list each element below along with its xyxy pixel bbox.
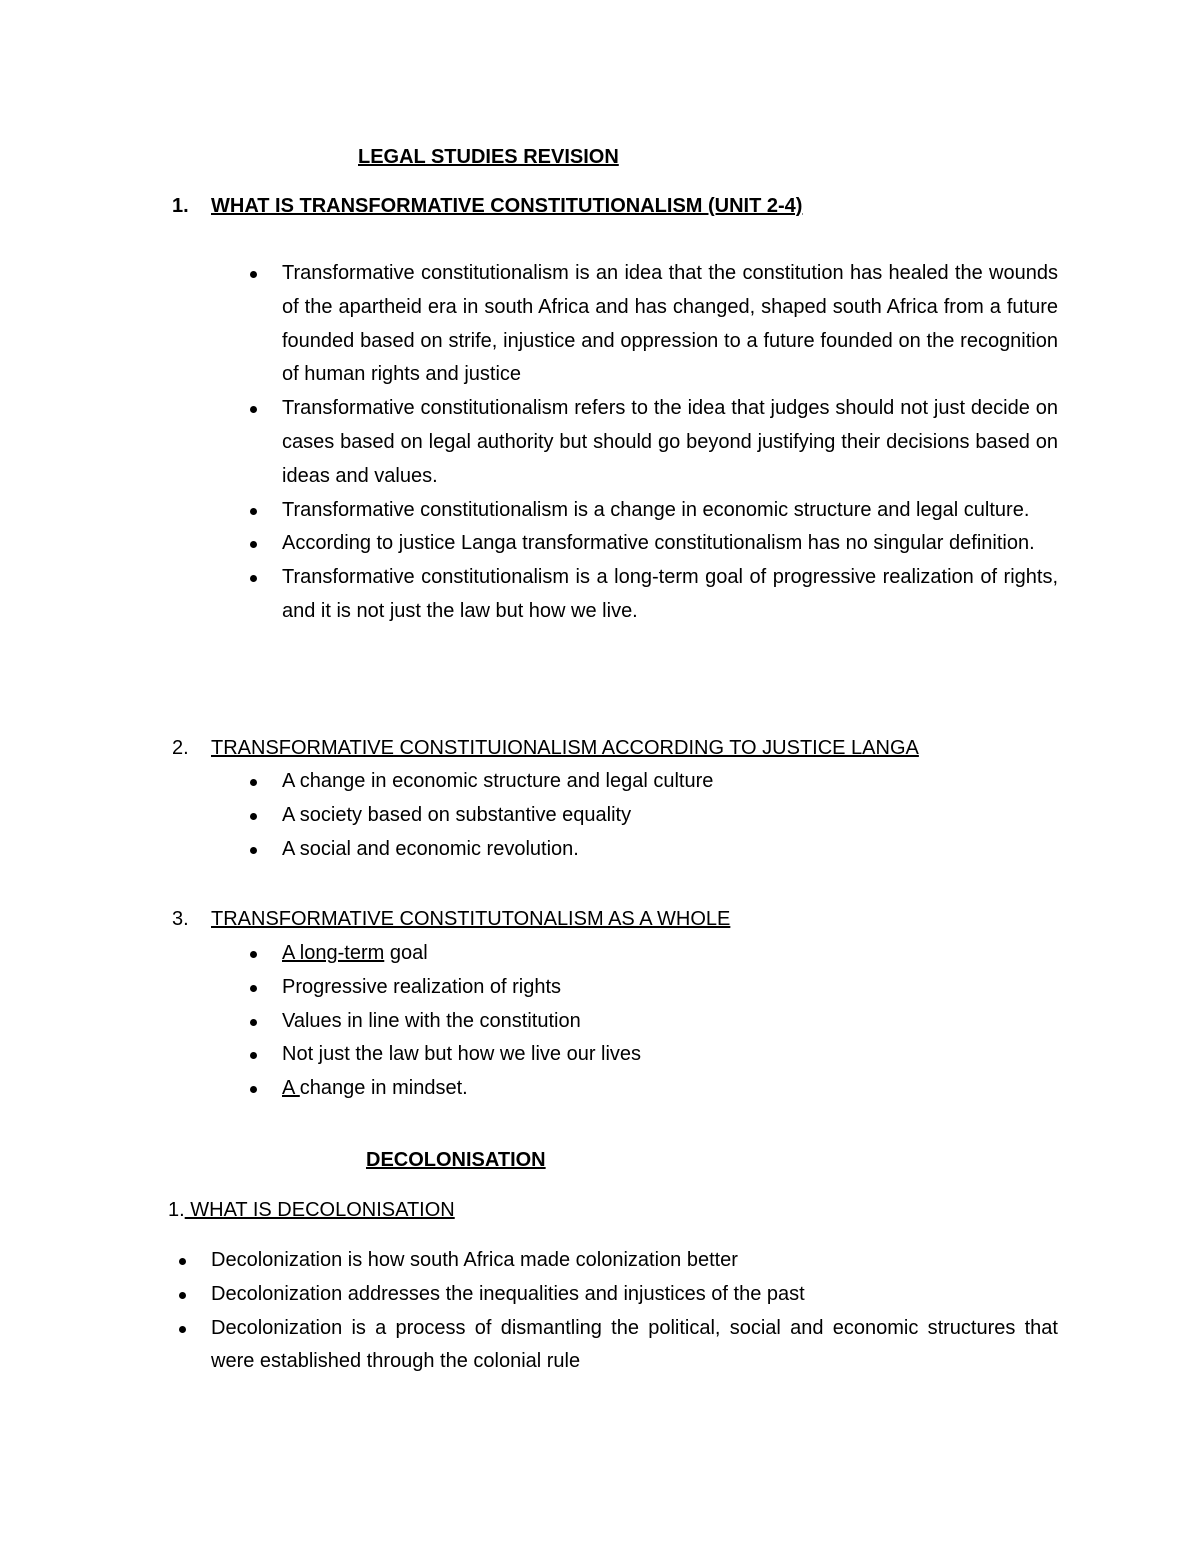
- list-item: Transformative constitutionalism is a long-term goal of progressive realization of rights, and it is not just the law but how we live.: [246, 561, 1058, 629]
- underlined-text: A long-term: [282, 942, 385, 964]
- list-item: [246, 1072, 1058, 1106]
- list-item: A society based on substantive equality: [246, 799, 1058, 833]
- list-item: According to justice Langa transformative constitutionalism has no singular definition.: [246, 527, 1058, 561]
- list-item: Decolonization is how south Africa made colonization better: [175, 1244, 1058, 1278]
- section-1-list: [246, 257, 1058, 629]
- section-heading-text: TRANSFORMATIVE CONSTITUTONALISM AS A WHOLE: [211, 908, 731, 930]
- document-title: LEGAL STUDIES REVISION: [358, 146, 619, 168]
- item-text: goal: [384, 942, 428, 964]
- decolonisation-list: [175, 1244, 1058, 1379]
- list-item: [246, 937, 1058, 971]
- decolonisation-title: DECOLONISATION: [366, 1149, 546, 1171]
- list-item: Decolonization is a process of dismantling the political, social and economic structures that were established through the colonial rule: [175, 1312, 1058, 1380]
- list-item: Values in line with the constitution: [246, 1005, 1058, 1039]
- list-item: Progressive realization of rights: [246, 971, 1058, 1005]
- section-number: 1.: [168, 1199, 185, 1221]
- list-item: Decolonization addresses the inequalities and injustices of the past: [175, 1278, 1058, 1312]
- list-item: A change in economic structure and legal culture: [246, 765, 1058, 799]
- list-item: Not just the law but how we live our lives: [246, 1038, 1058, 1072]
- section-number: 2.: [172, 737, 189, 759]
- section-heading-text: TRANSFORMATIVE CONSTITUIONALISM ACCORDING TO JUSTICE LANGA: [211, 737, 919, 759]
- list-item: Transformative constitutionalism is a change in economic structure and legal culture.: [246, 494, 1058, 528]
- list-item: Transformative constitutionalism refers to the idea that judges should not just decide on cases based on legal authority but should go beyond justifying their decisions based on ideas and values.: [246, 392, 1058, 493]
- list-item: A social and economic revolution.: [246, 833, 1058, 867]
- section-heading-text: WHAT IS TRANSFORMATIVE CONSTITUTIONALISM (UNIT 2-4): [211, 195, 803, 217]
- list-item: Transformative constitutionalism is an idea that the constitution has healed the wounds of the apartheid era in south Africa and has changed, shaped south Africa from a future founded based on strife, injustice and oppression to a future founded on the recognition of human rights and justice: [246, 257, 1058, 392]
- item-text: change in mindset.: [299, 1077, 468, 1100]
- section-2-list: [246, 765, 1058, 866]
- section-number: 3.: [172, 908, 189, 930]
- section-number: 1.: [172, 195, 189, 217]
- decolonisation-subheading: [168, 1198, 455, 1222]
- underlined-text: A: [282, 1077, 300, 1100]
- section-heading-text: WHAT IS DECOLONISATION: [184, 1199, 455, 1221]
- section-3-list: [246, 937, 1058, 1106]
